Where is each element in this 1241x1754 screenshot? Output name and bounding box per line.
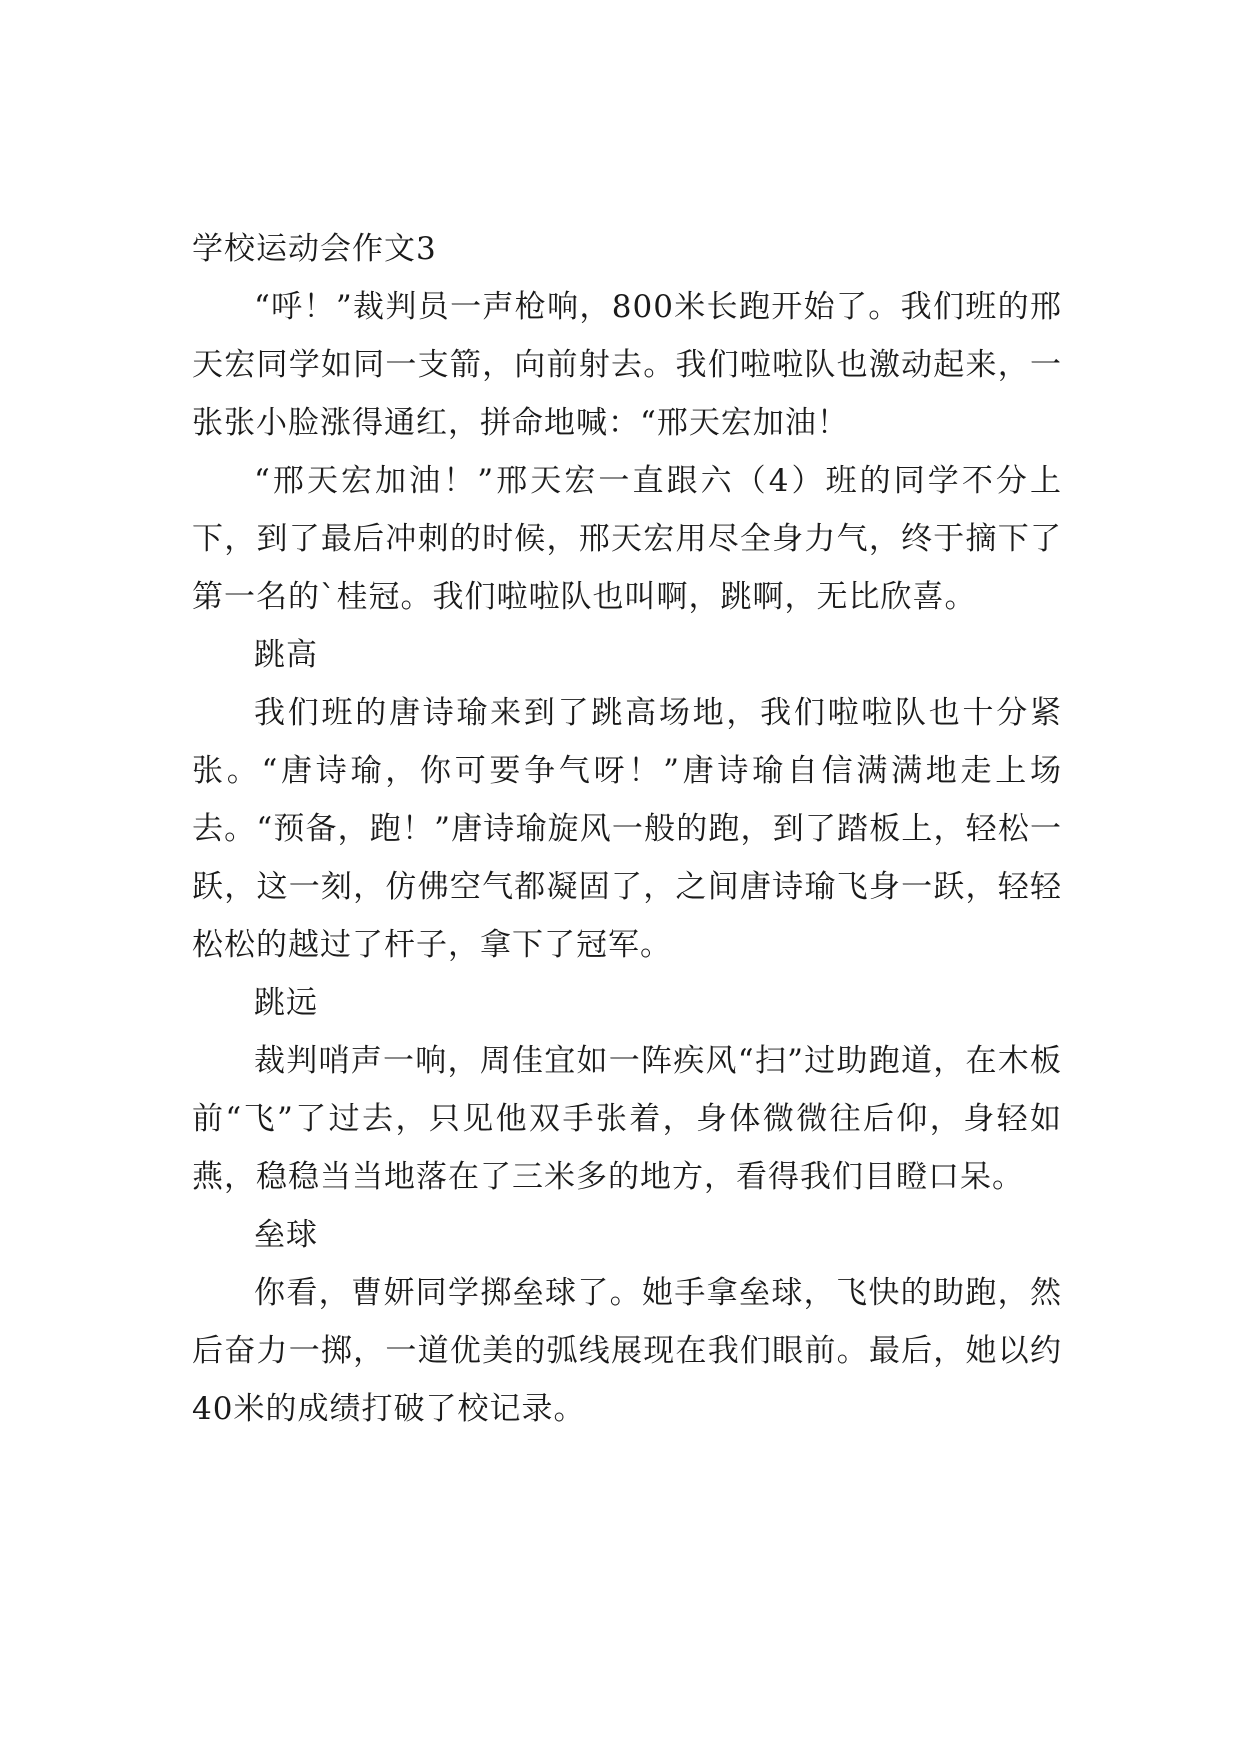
- section-text-softball: 你看，曹妍同学掷垒球了。她手拿垒球，飞快的助跑，然后奋力一掷，一道优美的弧线展现在我们眼前。最后，她以约40米的成绩打破了校记录。: [192, 1275, 1062, 1427]
- section-heading-softball: 垒球: [254, 1217, 318, 1253]
- section-heading-high-jump: 跳高: [254, 637, 318, 673]
- document-title: 学校运动会作文3: [192, 231, 437, 267]
- section-text-long-jump: 裁判哨声一响，周佳宜如一阵疾风“扫”过助跑道，在木板前“飞”了过去，只见他双手张着，身体微微往后仰，身轻如燕，稳稳当当地落在了三米多的地方，看得我们目瞪口呆。: [192, 1043, 1062, 1195]
- document-body: [192, 220, 1062, 1438]
- section-text-high-jump: 我们班的唐诗瑜来到了跳高场地，我们啦啦队也十分紧张。“唐诗瑜，你可要争气呀！”唐诗瑜自信满满地走上场去。“预备，跑！”唐诗瑜旋风一般的跑，到了踏板上，轻松一跃，这一刻，仿佛空气都凝固了，之间唐诗瑜飞身一跃，轻轻松松的越过了杆子，拿下了冠军。: [192, 695, 1062, 963]
- paragraph-start-race: “呼！”裁判员一声枪响，800米长跑开始了。我们班的邢天宏同学如同一支箭，向前射去。我们啦啦队也激动起来，一张张小脸涨得通红，拼命地喊：“邢天宏加油！: [192, 289, 1062, 441]
- section-heading-long-jump: 跳远: [254, 985, 318, 1021]
- paragraph-race-finish: “邢天宏加油！”邢天宏一直跟六（4）班的同学不分上下，到了最后冲刺的时候，邢天宏用尽全身力气，终于摘下了第一名的`桂冠。我们啦啦队也叫啊，跳啊，无比欣喜。: [192, 463, 1062, 615]
